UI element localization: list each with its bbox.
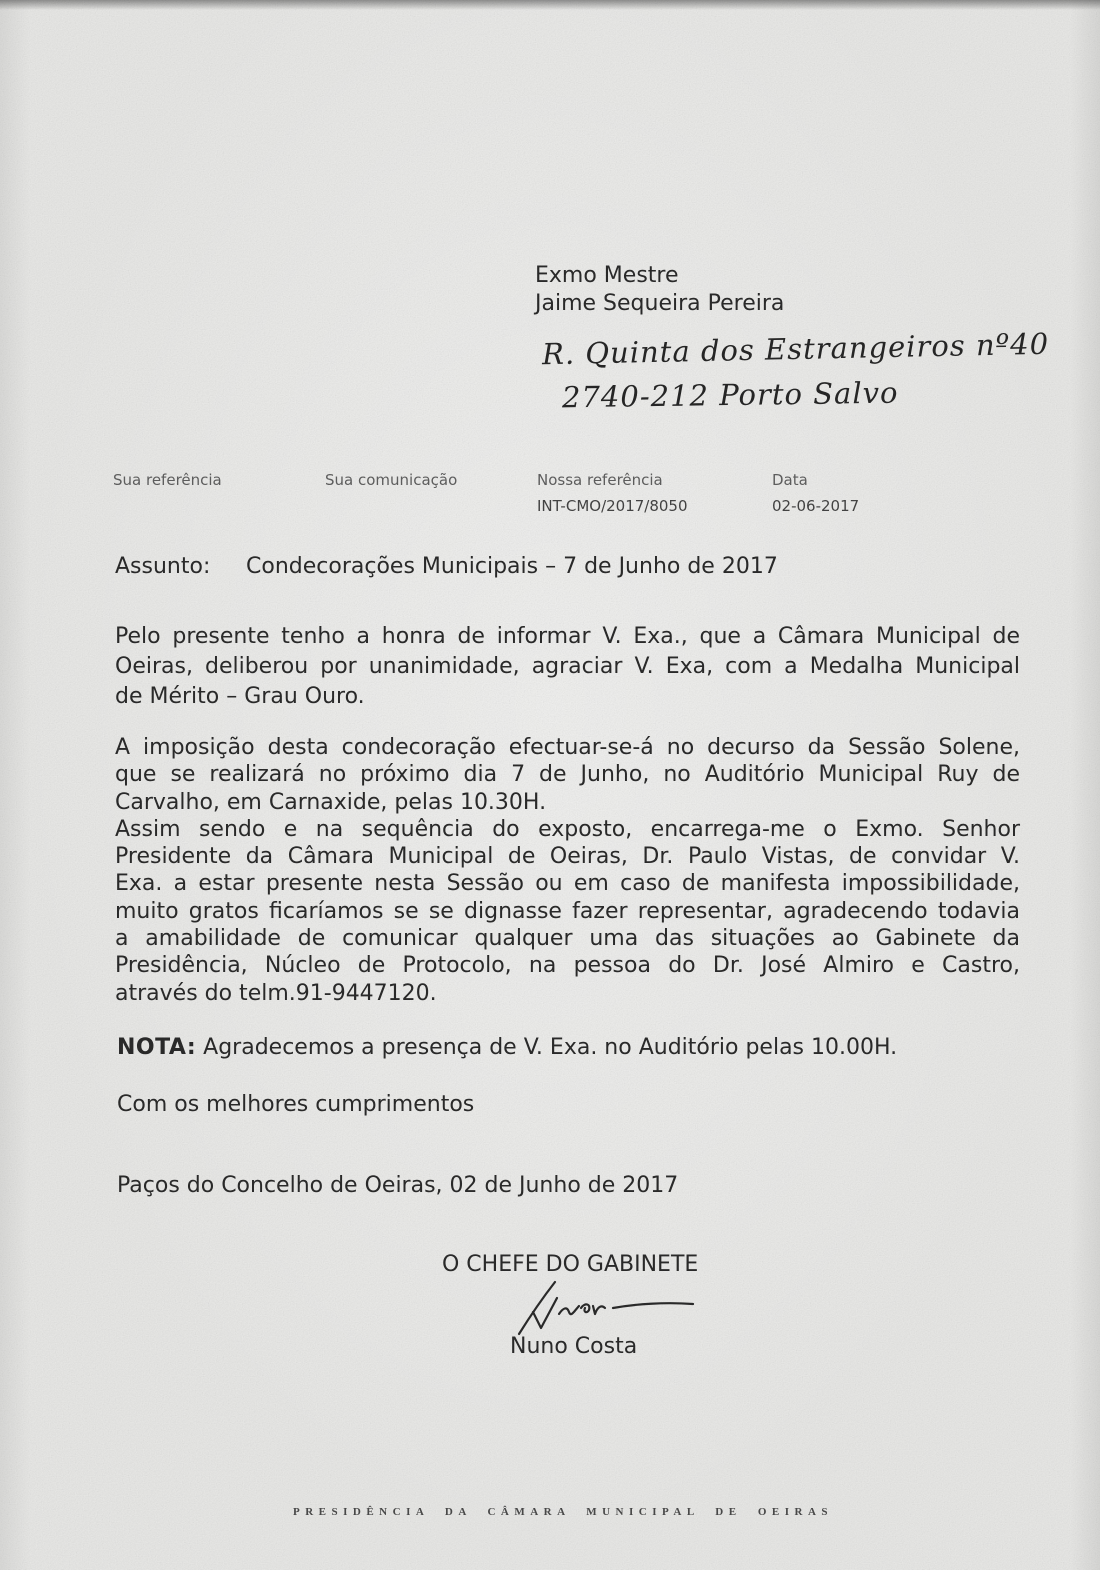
subject-text: Condecorações Municipais – 7 de Junho de 2017: [246, 554, 778, 579]
label-sua-referencia: Sua referência: [113, 471, 222, 489]
body-line: que se realizará no próximo dia 7 de Junho, no Auditório Municipal Ruy de: [115, 762, 1020, 788]
body-line: Pelo presente tenho a honra de informar V. Exa., que a Câmara Municipal de: [115, 624, 1020, 649]
label-sua-comunicacao: Sua comunicação: [325, 471, 458, 489]
note-line: [117, 1034, 897, 1062]
signature-stroke: [593, 1306, 605, 1314]
signature-stroke: [519, 1282, 555, 1334]
signature-stroke: [533, 1298, 557, 1328]
value-nossa-referencia: INT-CMO/2017/8050: [537, 497, 688, 515]
letterhead-footer: PRESIDÊNCIA DA CÂMARA MUNICIPAL DE OEIRAS: [293, 1506, 834, 1518]
subject-label: Assunto:: [115, 554, 211, 579]
body-line: Exa. a estar presente nesta Sessão ou em caso de manifesta impossibilidade,: [115, 871, 1020, 897]
body-paragraph-2: [115, 734, 1020, 1007]
signature-stroke: [581, 1304, 589, 1312]
signatory-title: O CHEFE DO GABINETE: [442, 1252, 699, 1277]
body-line: Presidência, Núcleo de Protocolo, na pessoa do Dr. José Almiro e Castro,: [115, 953, 1020, 979]
label-nossa-referencia: Nossa referência: [537, 471, 663, 489]
body-line: muito gratos ficaríamos se se dignasse fazer representar, agradecendo todavia: [115, 898, 1020, 924]
body-line: Presidente da Câmara Municipal de Oeiras, Dr. Paulo Vistas, de convidar V.: [115, 844, 1020, 870]
note-text: Agradecemos a presença de V. Exa. no Auditório pelas 10.00H.: [203, 1035, 898, 1060]
signatory-name: Nuno Costa: [510, 1334, 638, 1359]
body-line: A imposição desta condecoração efectuar-se-á no decurso da Sessão Solene,: [115, 735, 1020, 760]
handwritten-address-line-2: 2740-212 Porto Salvo: [561, 375, 899, 415]
body-line: Oeiras, deliberou por unanimidade, agraciar V. Exa, com a Medalha Municipal: [115, 654, 1020, 679]
label-data: Data: [772, 471, 808, 489]
recipient-name: Jaime Sequeira Pereira: [535, 291, 785, 316]
body-line: Assim sendo e na sequência do exposto, encarrega-me o Exmo. Senhor: [115, 816, 1020, 842]
handwritten-address-line-1: R. Quinta dos Estrangeiros nº40: [541, 326, 1050, 372]
value-data: 02-06-2017: [772, 497, 860, 515]
place-date: Paços do Concelho de Oeiras, 02 de Junho de 2017: [117, 1173, 679, 1198]
note-label: NOTA:: [117, 1035, 197, 1060]
body-line: de Mérito – Grau Ouro.: [115, 684, 365, 709]
recipient-block: [535, 262, 784, 318]
closing-text: Com os melhores cumprimentos: [117, 1092, 475, 1117]
scan-top-edge: [0, 0, 1100, 10]
recipient-salutation: Exmo Mestre: [535, 263, 679, 288]
handwritten-signature: [505, 1278, 705, 1340]
body-line: através do telm.91-9447120.: [115, 980, 437, 1006]
signature-stroke: [613, 1303, 693, 1308]
body-line: Carvalho, em Carnaxide, pelas 10.30H.: [115, 789, 547, 815]
body-paragraph-1: [115, 622, 1020, 712]
body-line: a amabilidade de comunicar qualquer uma das situações ao Gabinete da: [115, 926, 1020, 952]
signature-stroke: [559, 1306, 579, 1314]
